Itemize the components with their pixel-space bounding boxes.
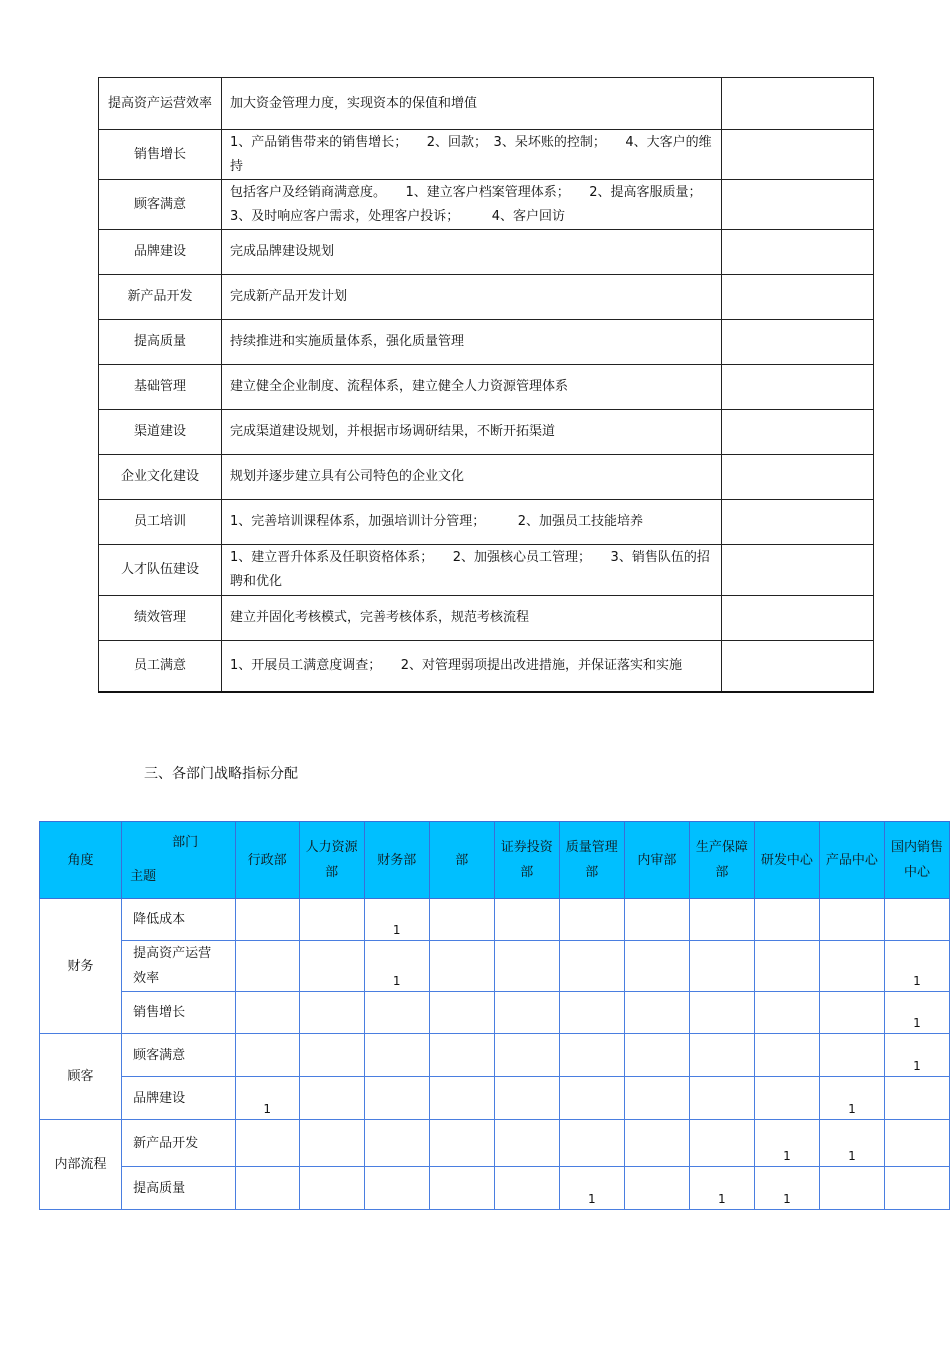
indicator-cell	[429, 899, 494, 941]
indicator-cell	[754, 1034, 819, 1077]
indicator-value: 1	[587, 1192, 596, 1206]
description-cell: 完成渠道建设规划，并根据市场调研结果，不断开拓渠道	[222, 410, 722, 455]
indicator-cell	[819, 899, 884, 941]
indicator-cell	[884, 992, 949, 1034]
indicator-cell	[299, 1120, 364, 1167]
indicator-cell	[819, 1167, 884, 1210]
remark-cell	[722, 596, 874, 641]
department-table-body	[40, 899, 950, 1210]
indicator-cell	[299, 1034, 364, 1077]
theme-row	[99, 545, 874, 596]
indicator-cell	[299, 1077, 364, 1120]
description-cell: 持续推进和实施质量体系，强化质量管理	[222, 320, 722, 365]
indicator-row	[40, 1120, 950, 1167]
indicator-cell	[494, 1077, 559, 1120]
indicator-cell	[819, 1034, 884, 1077]
topic-cell: 销售增长	[122, 992, 236, 1034]
indicator-cell	[624, 899, 689, 941]
indicator-value: 1	[783, 1149, 791, 1163]
department-header-cell: 生产保障部	[689, 822, 754, 899]
theme-cell: 人才队伍建设	[99, 545, 222, 596]
indicator-cell	[429, 1120, 494, 1167]
department-header-cell: 行政部	[235, 822, 299, 899]
remark-cell	[722, 410, 874, 455]
indicator-cell	[754, 992, 819, 1034]
remark-cell	[722, 230, 874, 275]
description-cell: 完成品牌建设规划	[222, 230, 722, 275]
indicator-cell	[624, 1120, 689, 1167]
strategy-theme-table-body	[99, 78, 874, 692]
topic-cell: 新产品开发	[122, 1120, 236, 1167]
remark-cell	[722, 275, 874, 320]
description-cell: 建立并固化考核模式，完善考核体系，规范考核流程	[222, 596, 722, 641]
department-header-cell: 研发中心	[754, 822, 819, 899]
indicator-cell	[494, 1034, 559, 1077]
indicator-cell	[624, 941, 689, 992]
department-header	[40, 822, 950, 899]
indicator-cell	[235, 1167, 299, 1210]
indicator-row	[40, 1034, 950, 1077]
indicator-value: 1	[718, 1192, 726, 1206]
theme-row	[99, 130, 874, 180]
description-cell: 建立健全企业制度、流程体系，建立健全人力资源管理体系	[222, 365, 722, 410]
theme-cell: 销售增长	[99, 130, 222, 180]
indicator-cell	[884, 1034, 949, 1077]
indicator-row	[40, 992, 950, 1034]
indicator-cell	[364, 1120, 429, 1167]
indicator-cell	[299, 992, 364, 1034]
strategy-theme-table	[98, 77, 874, 693]
indicator-cell	[364, 1034, 429, 1077]
indicator-cell	[689, 1077, 754, 1120]
indicator-cell	[689, 899, 754, 941]
theme-row	[99, 320, 874, 365]
indicator-value: 1	[392, 974, 401, 988]
corner-dept-label: 部门	[172, 835, 199, 850]
theme-row	[99, 455, 874, 500]
remark-cell	[722, 320, 874, 365]
indicator-row	[40, 899, 950, 941]
indicator-cell	[559, 941, 624, 992]
indicator-cell	[364, 941, 429, 992]
indicator-cell	[754, 1167, 819, 1210]
theme-cell: 提高质量	[99, 320, 222, 365]
topic-cell: 降低成本	[122, 899, 236, 941]
remark-cell	[722, 78, 874, 130]
category-cell: 内部流程	[40, 1120, 122, 1210]
indicator-row	[40, 1077, 950, 1120]
indicator-value: 1	[848, 1149, 856, 1163]
section-title: 三、各部门战略指标分配	[144, 766, 298, 782]
indicator-cell	[429, 1034, 494, 1077]
indicator-cell	[559, 1120, 624, 1167]
indicator-value: 1	[848, 1102, 856, 1116]
indicator-cell	[494, 899, 559, 941]
category-cell: 顾客	[40, 1034, 122, 1120]
indicator-cell	[364, 1077, 429, 1120]
indicator-cell	[235, 1034, 299, 1077]
department-header-cell: 内审部	[624, 822, 689, 899]
theme-row	[99, 500, 874, 545]
remark-cell	[722, 130, 874, 180]
indicator-cell	[235, 1120, 299, 1167]
indicator-cell	[299, 899, 364, 941]
indicator-cell	[624, 1077, 689, 1120]
indicator-cell	[299, 1167, 364, 1210]
indicator-cell	[364, 899, 429, 941]
theme-cell: 渠道建设	[99, 410, 222, 455]
theme-row	[99, 596, 874, 641]
indicator-cell	[754, 1077, 819, 1120]
indicator-cell	[884, 941, 949, 992]
department-header-cell: 财务部	[364, 822, 429, 899]
angle-header: 角度	[40, 822, 122, 899]
indicator-cell	[689, 1120, 754, 1167]
topic-cell: 提高质量	[122, 1167, 236, 1210]
theme-row	[99, 641, 874, 692]
indicator-cell	[235, 941, 299, 992]
remark-cell	[722, 500, 874, 545]
description-cell: 1、产品销售带来的销售增长； 2、回款； 3、呆坏账的控制； 4、大客户的维持	[222, 130, 722, 180]
description-cell: 1、建立晋升体系及任职资格体系； 2、加强核心员工管理； 3、销售队伍的招聘和优化	[222, 545, 722, 596]
indicator-cell	[884, 1167, 949, 1210]
indicator-cell	[624, 992, 689, 1034]
indicator-cell	[299, 941, 364, 992]
indicator-cell	[235, 992, 299, 1034]
indicator-cell	[624, 1034, 689, 1077]
indicator-value: 1	[392, 923, 401, 937]
indicator-cell	[235, 899, 299, 941]
indicator-cell	[754, 1120, 819, 1167]
indicator-cell	[819, 1077, 884, 1120]
indicator-cell	[689, 1034, 754, 1077]
department-header-cell: 证券投资部	[494, 822, 559, 899]
indicator-cell	[689, 1167, 754, 1210]
remark-cell	[722, 180, 874, 230]
description-cell: 1、完善培训课程体系，加强培训计分管理； 2、加强员工技能培养	[222, 500, 722, 545]
department-header-cell: 质量管理部	[559, 822, 624, 899]
indicator-cell	[494, 941, 559, 992]
theme-row	[99, 78, 874, 130]
theme-cell: 员工培训	[99, 500, 222, 545]
corner-topic-label: 主题	[130, 869, 157, 884]
description-cell: 规划并逐步建立具有公司特色的企业文化	[222, 455, 722, 500]
theme-cell: 企业文化建设	[99, 455, 222, 500]
indicator-cell	[884, 1120, 949, 1167]
header-row	[40, 822, 950, 899]
indicator-cell	[494, 1167, 559, 1210]
indicator-row	[40, 1167, 950, 1210]
department-header-cell: 产品中心	[819, 822, 884, 899]
theme-cell: 员工满意	[99, 641, 222, 692]
theme-row	[99, 180, 874, 230]
remark-cell	[722, 545, 874, 596]
remark-cell	[722, 455, 874, 500]
indicator-cell	[559, 1034, 624, 1077]
corner-header	[122, 822, 236, 899]
theme-row	[99, 410, 874, 455]
department-header-cell: 部	[429, 822, 494, 899]
topic-cell: 顾客满意	[122, 1034, 236, 1077]
indicator-cell	[624, 1167, 689, 1210]
department-indicator-table	[39, 821, 950, 1210]
department-header-cell: 人力资源部	[299, 822, 364, 899]
theme-cell: 品牌建设	[99, 230, 222, 275]
description-cell: 1、开展员工满意度调查； 2、对管理弱项提出改进措施，并保证落实和实施	[222, 641, 722, 692]
theme-cell: 绩效管理	[99, 596, 222, 641]
department-header-cell: 国内销售中心	[884, 822, 949, 899]
indicator-cell	[364, 992, 429, 1034]
theme-cell: 基础管理	[99, 365, 222, 410]
indicator-value: 1	[783, 1192, 791, 1206]
indicator-cell	[559, 1077, 624, 1120]
indicator-cell	[559, 1167, 624, 1210]
indicator-cell	[754, 941, 819, 992]
description-cell: 包括客户及经销商满意度。 1、建立客户档案管理体系； 2、提高客服质量； 3、及时响应客户需求，处理客户投诉； 4、客户回访	[222, 180, 722, 230]
category-cell: 财务	[40, 899, 122, 1034]
indicator-cell	[884, 899, 949, 941]
theme-cell: 提高资产运营效率	[99, 78, 222, 130]
indicator-cell	[689, 992, 754, 1034]
indicator-cell	[884, 1077, 949, 1120]
description-cell: 完成新产品开发计划	[222, 275, 722, 320]
indicator-cell	[429, 1167, 494, 1210]
remark-cell	[722, 641, 874, 692]
indicator-cell	[235, 1077, 299, 1120]
indicator-cell	[364, 1167, 429, 1210]
indicator-value: 1	[263, 1102, 271, 1116]
indicator-value: 1	[913, 1059, 921, 1073]
indicator-cell	[754, 899, 819, 941]
theme-cell: 顾客满意	[99, 180, 222, 230]
remark-cell	[722, 365, 874, 410]
indicator-cell	[819, 941, 884, 992]
indicator-cell	[429, 992, 494, 1034]
indicator-cell	[819, 1120, 884, 1167]
theme-row	[99, 275, 874, 320]
topic-cell: 品牌建设	[122, 1077, 236, 1120]
indicator-value: 1	[913, 1016, 921, 1030]
description-cell: 加大资金管理力度，实现资本的保值和增值	[222, 78, 722, 130]
theme-row	[99, 365, 874, 410]
indicator-cell	[494, 1120, 559, 1167]
indicator-value: 1	[913, 974, 921, 988]
indicator-cell	[429, 1077, 494, 1120]
indicator-cell	[494, 992, 559, 1034]
indicator-cell	[429, 941, 494, 992]
theme-cell: 新产品开发	[99, 275, 222, 320]
indicator-row	[40, 941, 950, 992]
indicator-cell	[559, 899, 624, 941]
indicator-cell	[819, 992, 884, 1034]
theme-row	[99, 230, 874, 275]
topic-cell: 提高资产运营效率	[122, 941, 236, 992]
indicator-cell	[559, 992, 624, 1034]
indicator-cell	[689, 941, 754, 992]
